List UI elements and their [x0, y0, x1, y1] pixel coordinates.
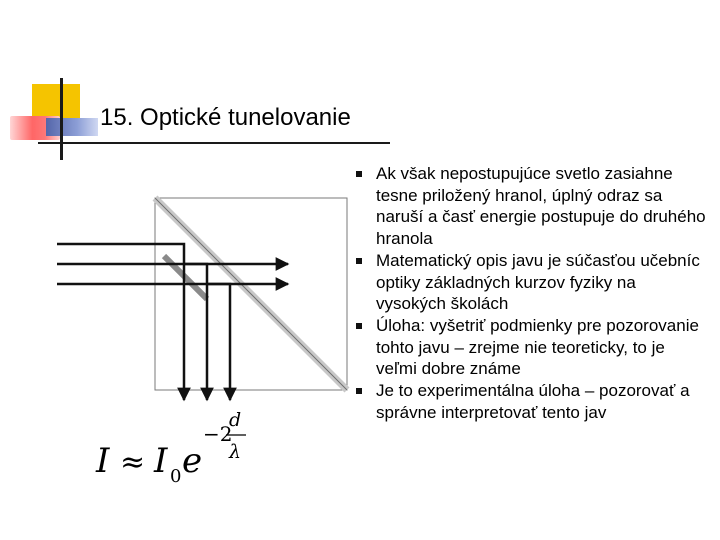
slide-title: 15. Optické tunelovanie	[100, 104, 351, 131]
bullet-item	[356, 163, 706, 250]
formula-exp-base: e	[182, 441, 203, 481]
formula-approx: ≈	[120, 445, 146, 480]
tunneling-formula	[95, 409, 246, 487]
formula-base: I	[154, 441, 168, 481]
formula-exp-denominator: λ	[229, 441, 242, 463]
light-ray-3	[57, 284, 230, 400]
bullet-item	[356, 315, 706, 380]
formula-exp-coefficient: −2	[203, 422, 233, 446]
bullet-text: Matematický opis javu je súčasťou učebníc optiky základných kurzov fyziky na vysokých školách	[376, 250, 700, 314]
bullet-square-icon	[356, 388, 362, 394]
light-ray-1	[57, 244, 184, 400]
formula-subscript: 0	[170, 466, 182, 487]
bullet-item	[356, 380, 706, 423]
bullet-text: Ak však nepostupujúce svetlo zasiahne tesne priložený hranol, úplný odraz sa naruší a časť energie postupuje do druhého hranola	[376, 164, 706, 249]
bullet-square-icon	[356, 258, 362, 264]
bullet-list	[356, 163, 706, 423]
reflection-zone	[164, 256, 207, 299]
bullet-square-icon	[356, 323, 362, 329]
formula-lhs: I	[96, 441, 110, 481]
formula-exp-numerator: d	[229, 409, 242, 431]
bullet-text: Je to experimentálna úloha – pozorovať a správne interpretovať tento jav	[376, 381, 690, 422]
bullet-item	[356, 250, 706, 315]
bullet-text: Úloha: vyšetriť podmienky pre pozorovanie tohto javu – zrejme nie teoreticky, to je veľmi dobre známe	[376, 315, 699, 379]
bullet-square-icon	[356, 171, 362, 177]
